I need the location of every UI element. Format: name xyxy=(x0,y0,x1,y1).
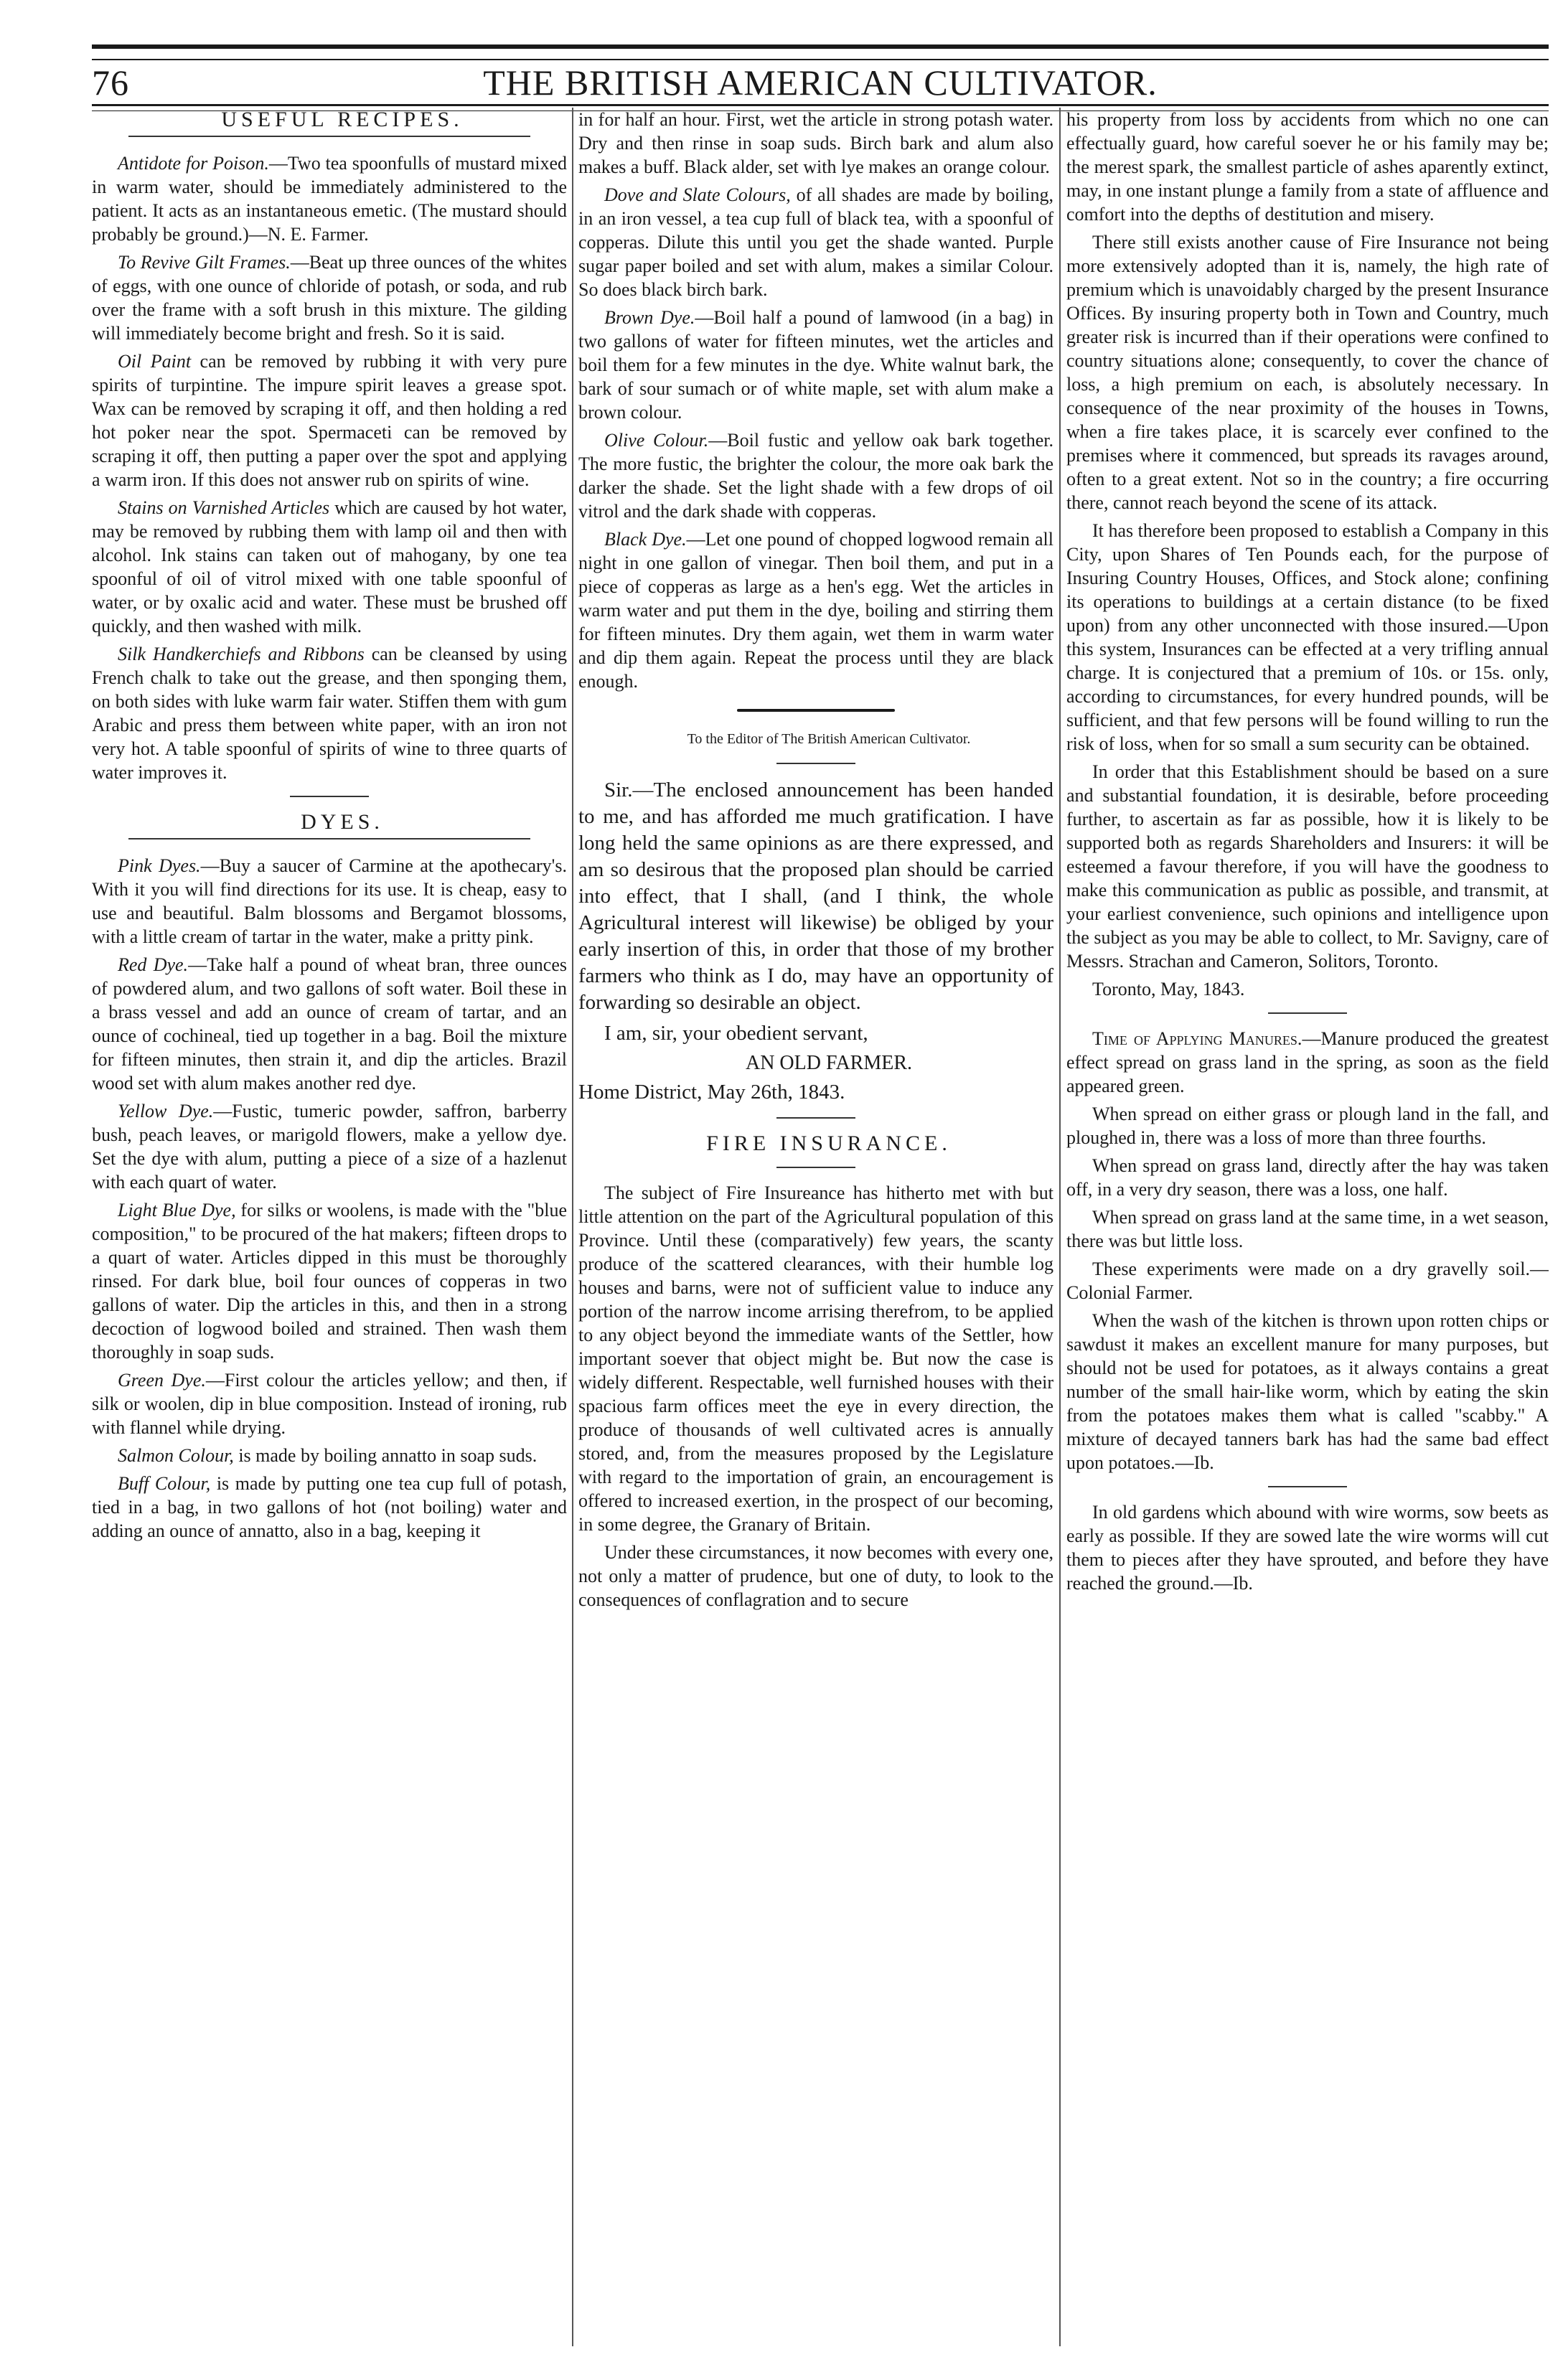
column-1 xyxy=(92,108,567,2346)
ornamental-rule xyxy=(737,709,895,712)
page-number: 76 xyxy=(92,62,129,103)
dye-paragraph: Pink Dyes.—Buy a saucer of Carmine at the apothecary's. With it you will find directions for its use. It is cheap, easy to use and beautiful. Balm blossoms and Bergamot blossoms, with a little cream of tartar in the water, make a pritty pink. xyxy=(92,855,567,947)
section-separator xyxy=(776,1117,855,1119)
dye-paragraph: Red Dye.—Take half a pound of wheat bran, three ounces of powdered alum, and two gallons of soft water. Boil these in a brass vessel and add an ounce of cream of tartar, and an ounce of cochineal, tied up together in a bag. Boil the mixture for fifteen minutes, then strain it, and dip the articles. Brazil wood set with alum makes another red dye. xyxy=(92,954,567,1093)
recipe-paragraph: Oil Paint can be removed by rubbing it with very pure spirits of turpintine. The impure spirit leaves a grease spot. Wax can be removed by scraping it off, and then holding a red hot poker near the spot. Spermaceti can be removed by scraping it off, then putting a paper over the spot and applying a warm iron. If this does not answer rub on spirits of wine. xyxy=(92,351,567,490)
column-divider xyxy=(1059,108,1061,2346)
letter-signature: AN OLD FARMER. xyxy=(745,1052,913,1074)
section-heading-dyes: DYES. xyxy=(301,810,384,834)
manure-paragraph: When spread on grass land, directly after the hay was taken off, in a very dry season, there was a loss, one half. xyxy=(1066,1155,1549,1200)
manure-paragraph: When spread on either grass or plough land in the fall, and ploughed in, there was a loss of more than three fourths. xyxy=(1066,1104,1549,1148)
column-2 xyxy=(578,108,1053,2346)
article-paragraph: It has therefore been proposed to establish a Company in this City, upon Shares of Ten Pounds each, for the purpose of Insuring Country Houses, Offices, and Stock alone; confining its operations to buildings at a certain distance (to be fixed upon) from any other unconnected with those insured.—Upon this system, Insurances can be effected at a very trifling annual charge. It is conjectured that a premium of 10s. or 15s. only, according to circumstances, for every hundred pounds, will be sufficient, and that few persons will be found willing to run the risk of loss, when for so small a sum security can be obtained. xyxy=(1066,520,1549,754)
section-separator xyxy=(776,763,855,764)
dye-paragraph: Olive Colour.—Boil fustic and yellow oak bark together. The more fustic, the brighter the colour, the more oak bark the darker the shade. Set the light shade with a few drops of oil vitrol and the dark shade with copperas. xyxy=(578,430,1053,522)
article-paragraph: There still exists another cause of Fire Insurance not being more extensively adopted than it is, namely, the high rate of premium which is unavoidably charged by the present Insurance Offices. By insuring property both in Town and Country, much greater risk is incurred than if their operations were confined to country situations alone; consequently, to cover the chance of loss, a high premium on each, is absolutely necessary. In consequence of the near proximity of the houses in Towns, when a fire takes place, it is scarcely ever confined to the premises where it commenced, but spreads its ravages around, often to a great extent. Not so in the country; a fire occurring there, cannot reach beyond the scene of its attack. xyxy=(1066,232,1549,513)
article-paragraph: The subject of Fire Insureance has hitherto met with but little attention on the part of the Agricultural population of this Province. Until these (comparatively) few years, the scanty produce of the scattered clearances, with their humble log houses and barns, were not of sufficient value to induce any portion of the narrow income arrising therefrom, to be applied to any object beyond the immediate wants of the Settler, how important soever that object might be. But now the case is widely different. Respectable, well furnished houses with their spacious farm offices meet the eye in every direction, the produce of thousands of well cultivated acres is annually stored, and, from the measures proposed by the Legislature with regard to the importation of grain, an encouragement is offered to increased exertion, in the prospect of our becoming, in some degree, the Granary of Britain. xyxy=(578,1182,1053,1535)
letter-paragraph: Sir.—The enclosed announcement has been handed to me, and has afforded me much gratification. I have long held the same opinions as are there expressed, and am so desirous that the proposed plan should be carried into effect, that I shall, (and I think, the whole Agricultural interest will likewise) be obliged by your early insertion of this, in order that those of my brother farmers who think as I do, may have an opportunity of forwarding so desirable an object. xyxy=(578,779,1053,1014)
dye-paragraph: Yellow Dye.—Fustic, tumeric powder, saffron, barberry bush, peach leaves, or marigold flowers, make a yellow dye. Set the dye with alum, putting a piece of a size of a hazlenut with each quart of water. xyxy=(92,1101,567,1193)
dye-paragraph: Black Dye.—Let one pound of chopped logwood remain all night in one gallon of vinegar. Then boil them, and put in a piece of copperas as large as a hen's egg. Wet the articles in warm water and put them in the dye, boiling and stirring them for fifteen minutes. Dry them again, wet them in warm water and dip them again. Repeat the process until they are black enough. xyxy=(578,529,1053,692)
heading-rule xyxy=(128,838,530,839)
letter-closing: I am, sir, your obedient servant, xyxy=(604,1022,868,1045)
recipe-paragraph: To Revive Gilt Frames.—Beat up three ounces of the whites of eggs, with one ounce of chloride of potash, or soda, and rub over the frame with a soft brush in this mixture. The gilding will immediately become bright and fresh. So it is said. xyxy=(92,252,567,344)
manure-paragraph: These experiments were made on a dry gravelly soil.—Colonial Farmer. xyxy=(1066,1259,1549,1303)
letter-place-date: Home District, May 26th, 1843. xyxy=(578,1081,845,1104)
section-separator xyxy=(1268,1486,1347,1487)
dye-paragraph: Green Dye.—First colour the articles yellow; and then, if silk or woolen, dip in blue composition. Instead of ironing, rub with flannel while drying. xyxy=(92,1370,567,1438)
section-separator xyxy=(1268,1012,1347,1014)
dye-paragraph: Dove and Slate Colours, of all shades are made by boiling, in an iron vessel, a tea cup full of black tea, with a spoonful of copperas. Dilute this until you get the shade wanted. Purple sugar paper boiled and set with alum, makes a similar Colour. So does black birch bark. xyxy=(578,184,1053,300)
dye-paragraph: Light Blue Dye, for silks or woolens, is made with the "blue composition," to be procured of the hat makers; fifteen drops to a quart of water. Articles dipped in this must be thoroughly rinsed. For dark blue, boil four ounces of copperas in two gallons of water. Dip the articles in this, and then in a strong decoction of logwood boiled and strained. Then wash them thoroughly in soap suds. xyxy=(92,1200,567,1363)
publication-title: THE BRITISH AMERICAN CULTIVATOR. xyxy=(483,62,1158,103)
article-paragraph: his property from loss by accidents from which no one can effectually guard, how careful soever he or his family may be; the merest spark, the smallest particle of ashes aparently extinct, may, in one instant plunge a family from a state of affluence and comfort into the depths of destitution and misery. xyxy=(1066,109,1549,225)
recipe-paragraph: Stains on Varnished Articles which are caused by hot water, may be removed by rubbing them with lamp oil and then with alcohol. Ink stains can taken out of mahogany, by one tea spoonful of oil of vitrol mixed with one table spoonful of water, or by oxalic acid and water. These must be brushed off quickly, and then washed with milk. xyxy=(92,497,567,636)
section-heading-fire-insurance: FIRE INSURANCE. xyxy=(706,1132,952,1155)
masthead xyxy=(92,57,1549,108)
recipe-paragraph: Antidote for Poison.—Two tea spoonfulls of mustard mixed in warm water, should be immediately administered to the patient. It acts as an instantaneous emetic. (The mustard should probably be ground.)—N. E. Farmer. xyxy=(92,153,567,245)
manure-paragraph: Time of Applying Manures.—Manure produced the greatest effect spread on grass land in the spring, as soon as the field appeared green. xyxy=(1066,1028,1549,1096)
section-separator xyxy=(776,1167,855,1168)
dye-paragraph: Salmon Colour, is made by boiling annatto in soap suds. xyxy=(118,1445,538,1466)
heading-rule xyxy=(128,136,530,137)
wireworm-paragraph: In old gardens which abound with wire worms, sow beets as early as possible. If they are sowed late the wire worms will cut them to pieces after they have sprouted, and before they have reached the ground.—Ib. xyxy=(1066,1502,1549,1594)
dye-paragraph: Buff Colour, is made by putting one tea cup full of potash, tied in a bag, in two gallons of hot (not boiling) water and adding an ounce of annatto, also in a bag, keeping it xyxy=(92,1473,567,1541)
dye-paragraph: in for half an hour. First, wet the article in strong potash water. Dry and then rinse in soap suds. Birch bark and alum also makes a buff. Black alder, set with lye makes an orange colour. xyxy=(578,109,1053,177)
article-paragraph: Under these circumstances, it now becomes with every one, not only a matter of prudence, but one of duty, to look to the consequences of conflagration and to secure xyxy=(578,1542,1053,1610)
column-3 xyxy=(1066,108,1549,2346)
manure-paragraph: When the wash of the kitchen is thrown upon rotten chips or sawdust it makes an excellent manure for many purposes, but should not be used for potatoes, as it always contains a great number of the small hair-like worm, which by eating the skin from the potatoes makes them what is called "scabby." A mixture of decayed tanners bark has had the same bad effect upon potatoes.—Ib. xyxy=(1066,1310,1549,1473)
article-paragraph: In order that this Establishment should be based on a sure and substantial foundation, it is desirable, before proceeding further, to ascertain as far as possible, how it is likely to be supported both as regards Shareholders and Insurers: it will be esteemed a favour therefore, if you will have the goodness to make this communication as public as possible, and transmit, at your earliest convenience, such opinions and intelligence upon the subject as you may be able to collect, to Mr. Savigny, care of Messrs. Strachan and Cameron, Solitors, Toronto. xyxy=(1066,761,1549,972)
letter-address: To the Editor of The British American Cultivator. xyxy=(687,731,971,747)
article-dateline: Toronto, May, 1843. xyxy=(1092,979,1245,999)
column-divider xyxy=(572,108,573,2346)
manure-paragraph: When spread on grass land at the same time, in a wet season, there was but little loss. xyxy=(1066,1207,1549,1251)
section-heading-useful-recipes: USEFUL RECIPES. xyxy=(221,108,464,131)
dye-paragraph: Brown Dye.—Boil half a pound of lamwood (in a bag) in two gallons of water for fifteen minutes, wet the articles and boil them for a few minutes in the dye. White walnut bark, the bark of sour sumach or of white maple, set with alum make a brown colour. xyxy=(578,307,1053,423)
recipe-paragraph: Silk Handkerchiefs and Ribbons can be cleansed by using French chalk to take out the grease, and then sponging them, on both sides with luke warm fair water. Stiffen them with gum Arabic and press them between white paper, with an iron not very hot. A table spoonful of spirits of wine to three quarts of water improves it. xyxy=(92,644,567,783)
section-separator xyxy=(290,796,369,797)
